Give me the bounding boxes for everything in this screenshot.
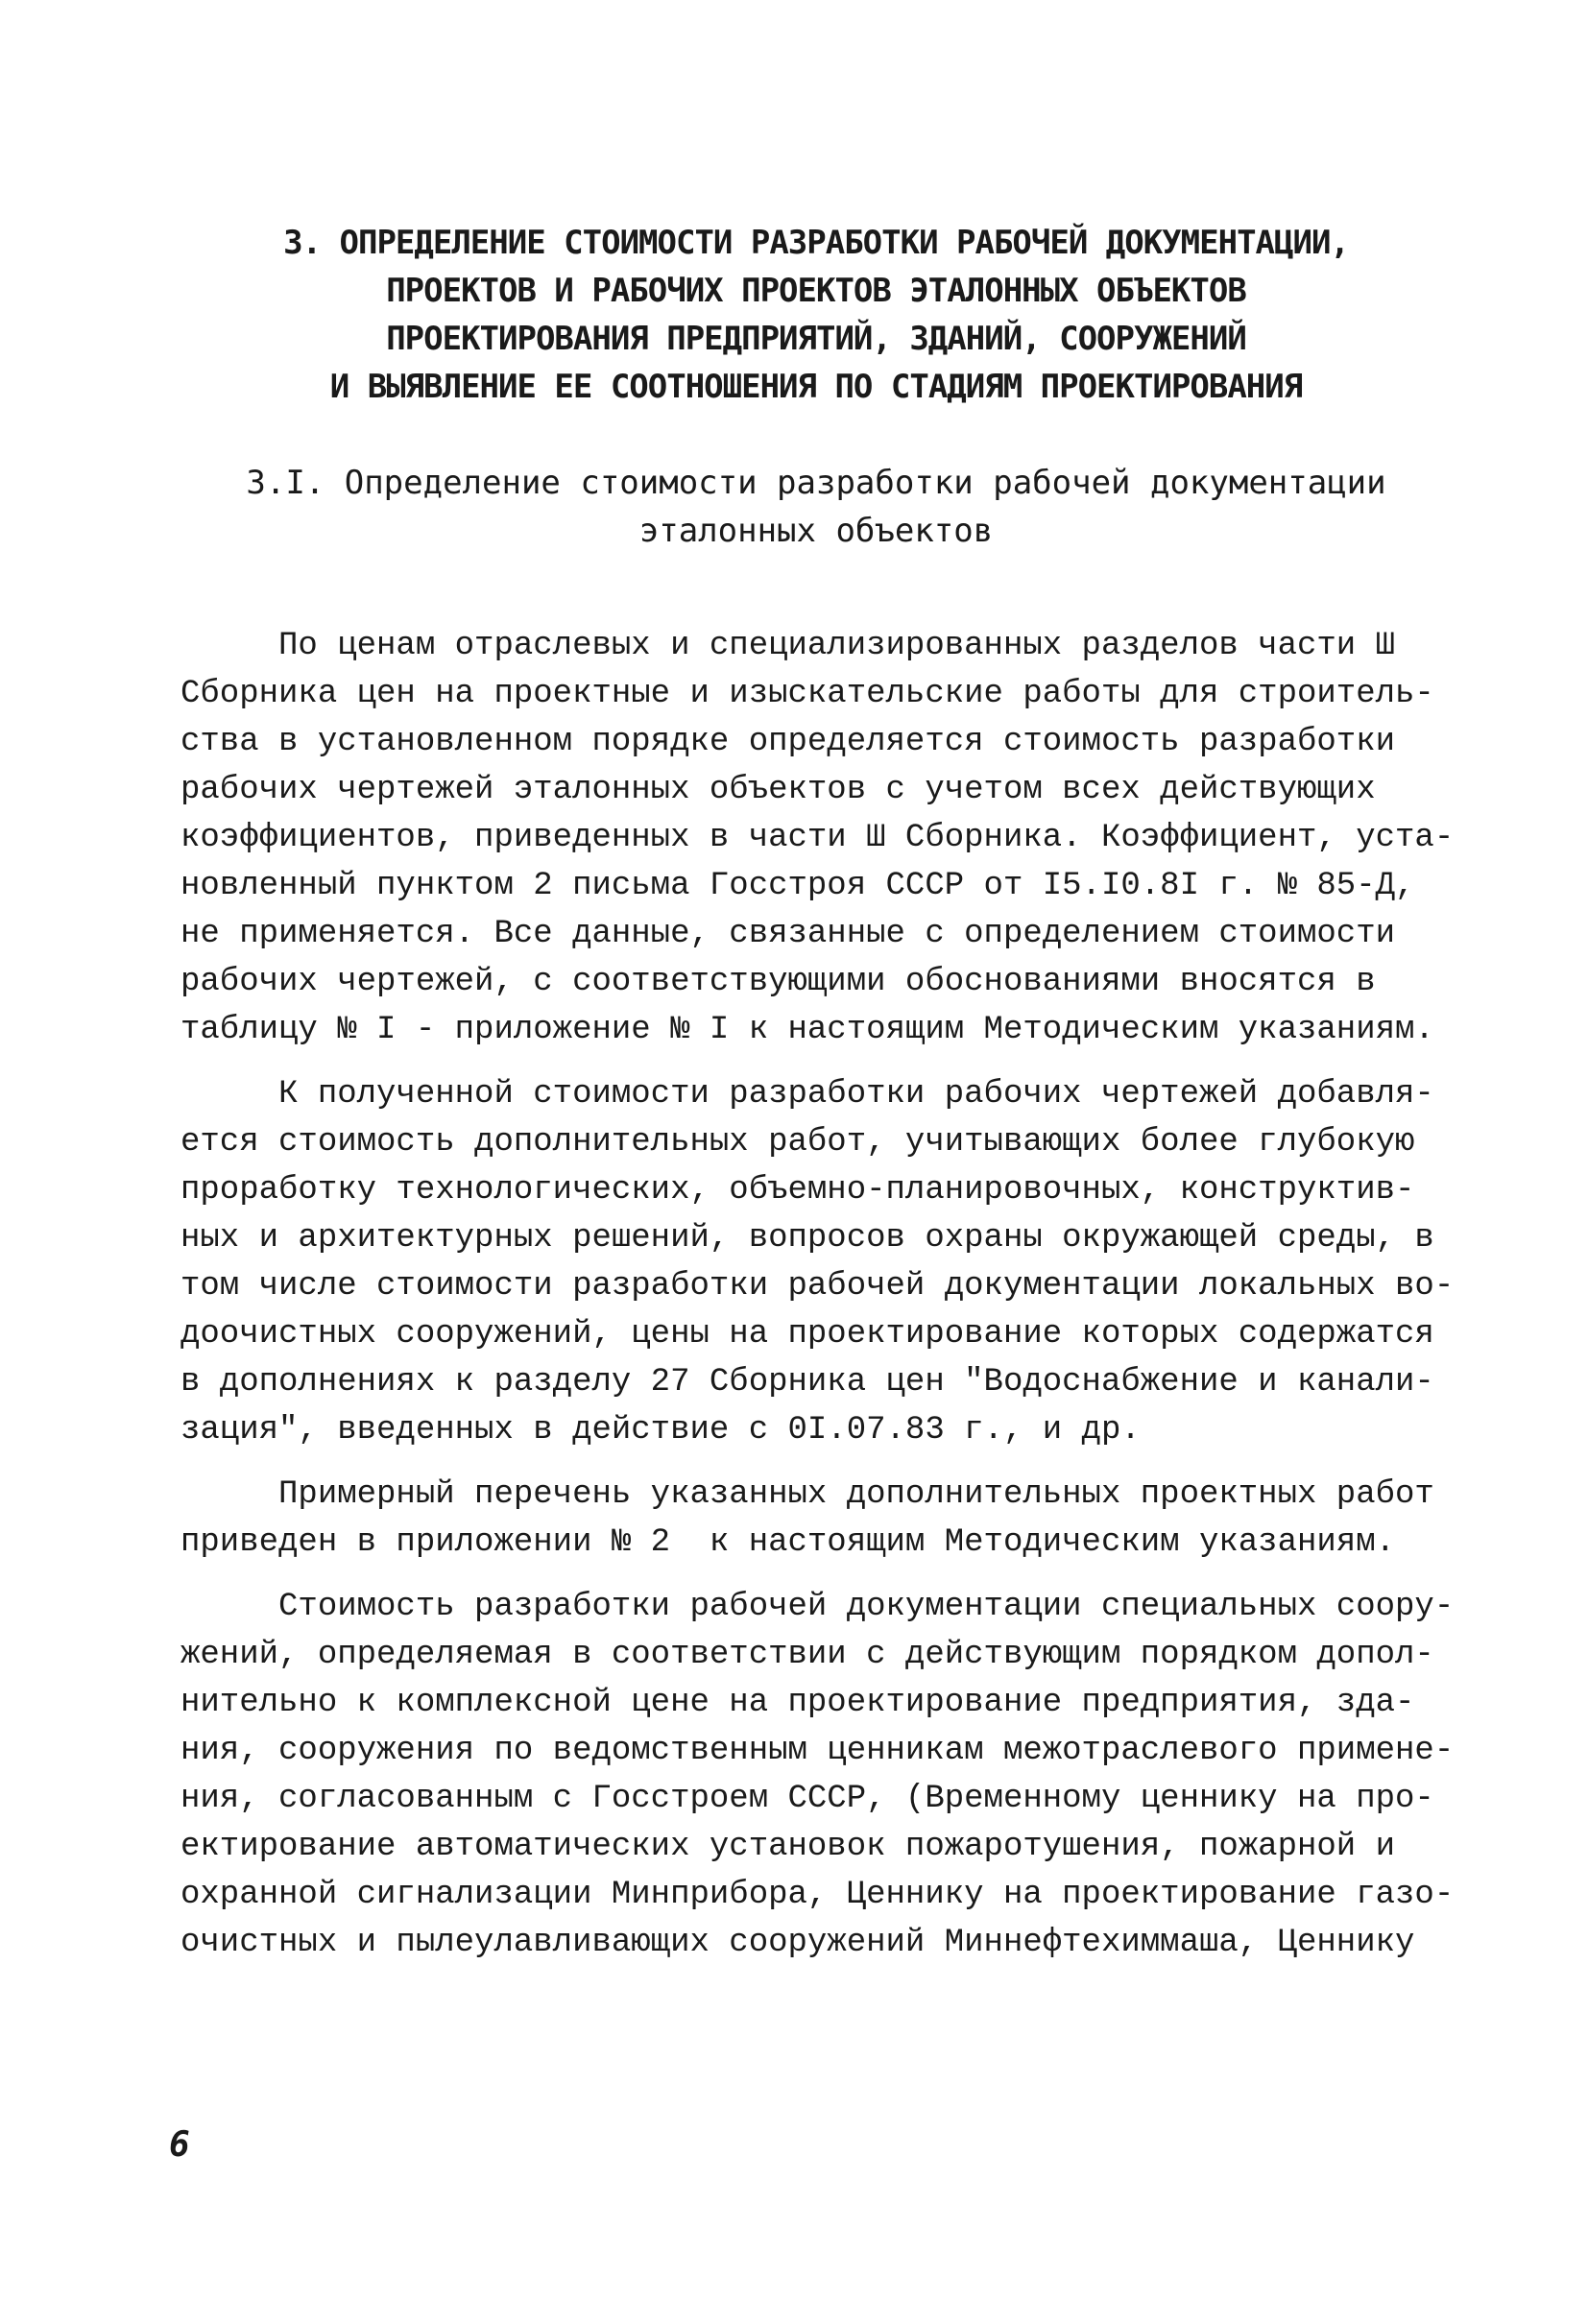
text-line: Сборника цен на проектные и изыскательские работы для строитель- xyxy=(180,676,1434,712)
subheading-line: 3.I. Определение стоимости разработки рабочей документации xyxy=(246,464,1386,502)
text-line: новленный пунктом 2 письма Госстроя СССР от I5.I0.8I г. № 85-Д, xyxy=(180,868,1415,904)
text-line: том числе стоимости разработки рабочей документации локальных во- xyxy=(180,1268,1455,1305)
paragraph-prices xyxy=(180,622,1455,1054)
heading-line: ПРОЕКТИРОВАНИЯ ПРЕДПРИЯТИЙ, ЗДАНИЙ, СООРУЖЕНИЙ xyxy=(386,320,1246,358)
text-line: нительно к комплексной цене на проектирование предприятия, зда- xyxy=(180,1685,1415,1721)
text-line: ния, согласованным с Госстроем СССР, (Временному ценнику на про- xyxy=(180,1781,1434,1817)
text-line: ется стоимость дополнительных работ, учитывающих более глубокую xyxy=(180,1124,1415,1161)
text-line: рабочих чертежей эталонных объектов с учетом всех действующих xyxy=(180,772,1376,808)
text-line: зация", введенных в действие с 0I.07.83 г., и др. xyxy=(180,1412,1141,1449)
section-heading xyxy=(192,219,1440,411)
text-line: проработку технологических, объемно-планировочных, конструктив- xyxy=(180,1172,1415,1209)
page-number: 6 xyxy=(169,2125,190,2165)
text-line: Примерный перечень указанных дополнительных проектных работ xyxy=(180,1476,1434,1513)
text-line: очистных и пылеулавливающих сооружений Миннефтехиммаша, Ценнику xyxy=(180,1925,1415,1961)
text-line: охранной сигнализации Минприбора, Ценнику на проектирование газо- xyxy=(180,1877,1455,1913)
paragraph-special-structures xyxy=(180,1583,1455,1967)
text-line: коэффициентов, приведенных в части Ш Сборника. Коэффициент, уста- xyxy=(180,820,1455,856)
text-line: ных и архитектурных решений, вопросов охраны окружающей среды, в xyxy=(180,1220,1434,1257)
subheading-line: эталонных объектов xyxy=(638,512,994,550)
text-line: приведен в приложении № 2 к настоящим Методическим указаниям. xyxy=(180,1524,1396,1561)
subsection-heading xyxy=(192,459,1440,555)
text-line: в дополнениях к разделу 27 Сборника цен "Водоснабжение и канали- xyxy=(180,1364,1434,1401)
heading-line: 3. ОПРЕДЕЛЕНИЕ СТОИМОСТИ РАЗРАБОТКИ РАБОЧЕЙ ДОКУМЕНТАЦИИ, xyxy=(283,224,1349,262)
text-line: ства в установленном порядке определяется стоимость разработки xyxy=(180,724,1396,760)
text-line: таблицу № I - приложение № I к настоящим Методическим указаниям. xyxy=(180,1012,1434,1048)
text-line: ектирование автоматических установок пожаротушения, пожарной и xyxy=(180,1829,1396,1865)
text-line: По ценам отраслевых и специализированных разделов части Ш xyxy=(180,628,1396,664)
heading-line: ПРОЕКТОВ И РАБОЧИХ ПРОЕКТОВ ЭТАЛОННЫХ ОБЪЕКТОВ xyxy=(386,272,1246,310)
paragraph-additional-costs xyxy=(180,1070,1455,1454)
text-line: рабочих чертежей, с соответствующими обоснованиями вносятся в xyxy=(180,964,1376,1000)
text-line: доочистных сооружений, цены на проектирование которых содержатся xyxy=(180,1316,1434,1353)
text-line: Стоимость разработки рабочей документации специальных соору- xyxy=(180,1589,1455,1625)
text-line: К полученной стоимости разработки рабочих чертежей добавля- xyxy=(180,1076,1434,1113)
text-line: не применяется. Все данные, связанные с определением стоимости xyxy=(180,916,1396,952)
heading-line: И ВЫЯВЛЕНИЕ ЕЕ СООТНОШЕНИЯ ПО СТАДИЯМ ПРОЕКТИРОВАНИЯ xyxy=(329,368,1303,406)
body-text xyxy=(180,622,1455,1983)
text-line: ния, сооружения по ведомственным ценникам межотраслевого примене- xyxy=(180,1733,1455,1769)
text-line: жений, определяемая в соответствии с действующим порядком допол- xyxy=(180,1637,1434,1673)
paragraph-work-list xyxy=(180,1471,1440,1567)
